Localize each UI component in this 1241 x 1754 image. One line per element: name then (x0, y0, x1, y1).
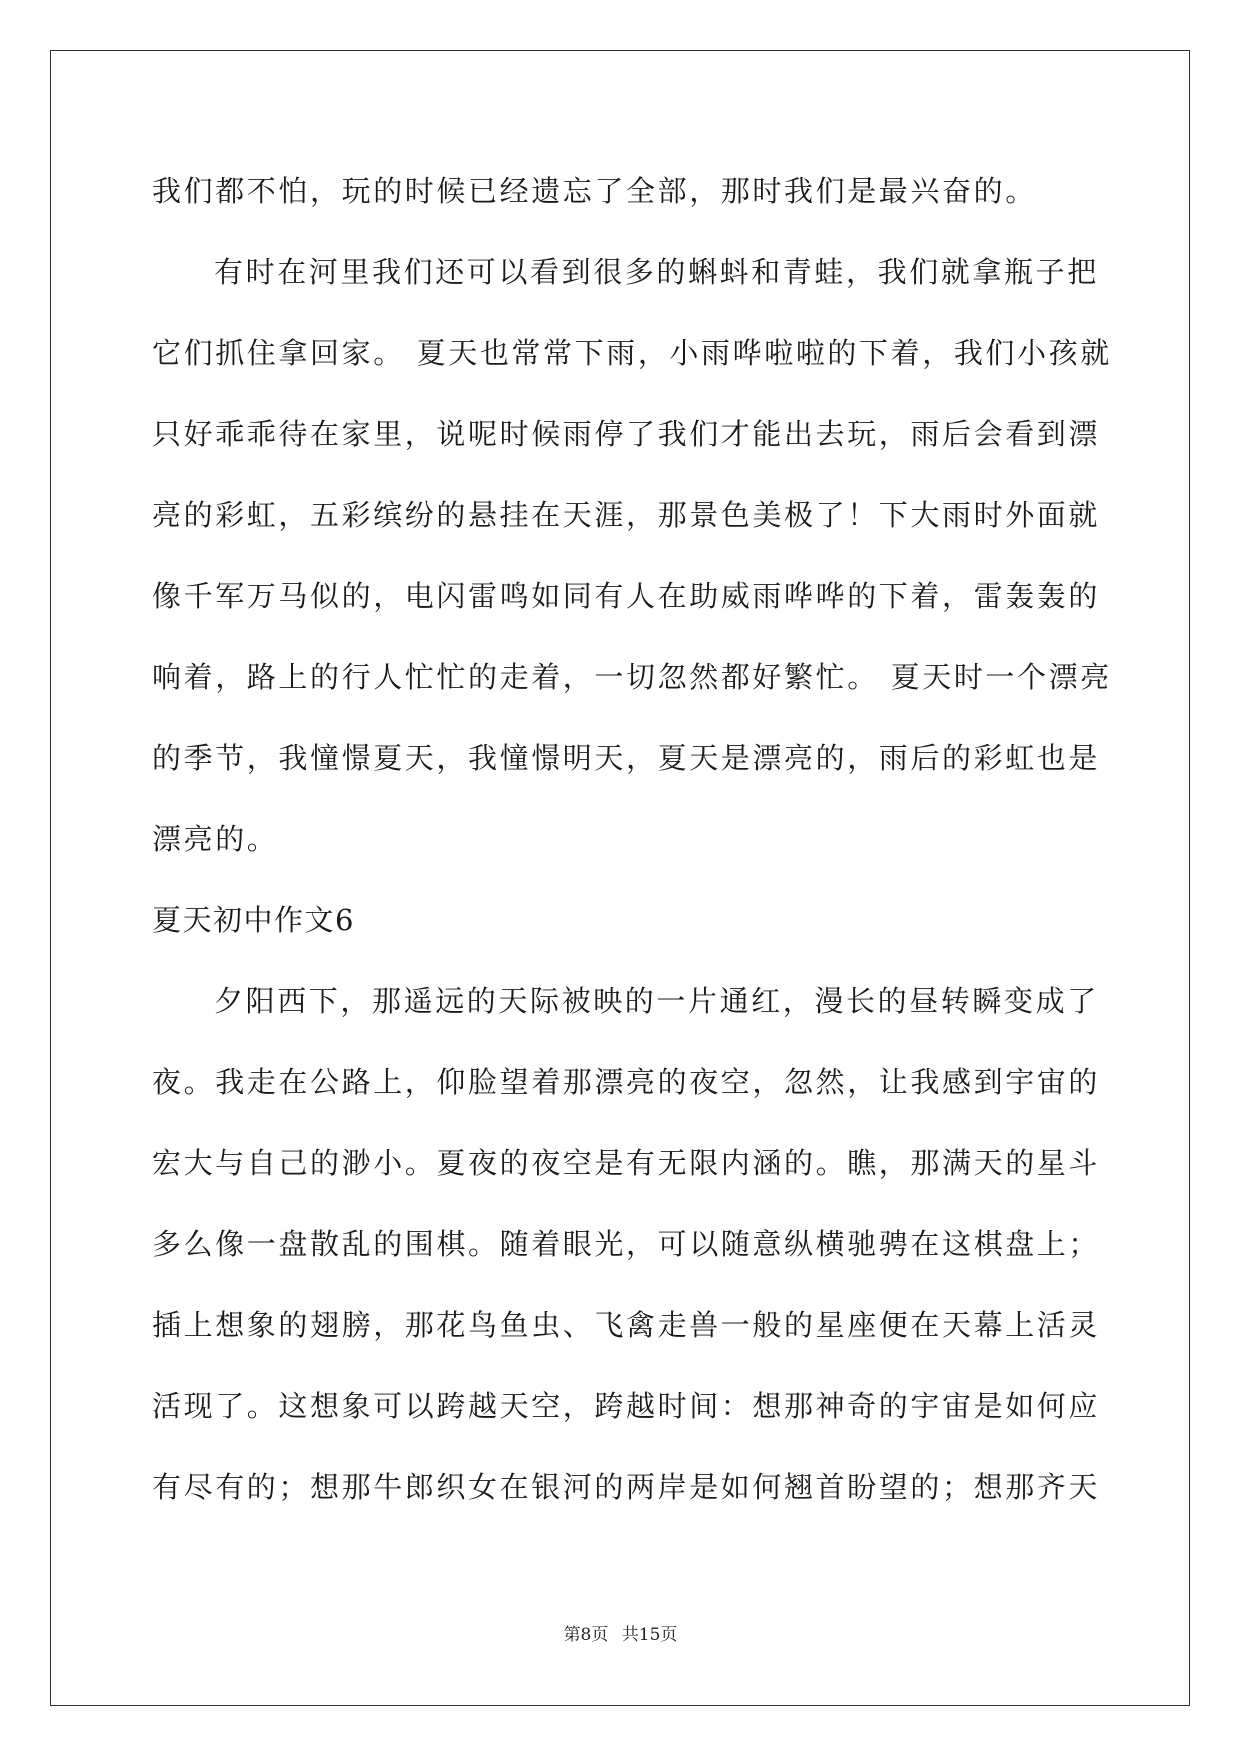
document-body (152, 160, 1112, 1537)
text-line: 活现了。这想象可以跨越天空，跨越时间：想那神奇的宇宙是如何应 (152, 1389, 1101, 1423)
page-total: 共15页 (621, 1625, 678, 1645)
text-line: 插上想象的翅膀，那花鸟鱼虫、飞禽走兽一般的星座便在天幕上活灵 (152, 1308, 1101, 1342)
text-line: 的季节，我憧憬夏天，我憧憬明天，夏天是漂亮的，雨后的彩虹也是 (152, 741, 1101, 775)
page-number: 第8页 (563, 1625, 609, 1645)
text-line: 多么像一盘散乱的围棋。随着眼光，可以随意纵横驰骋在这棋盘上； (152, 1227, 1101, 1261)
text-line: 漂亮的。 (152, 822, 279, 856)
text-line: 我们都不怕，玩的时候已经遗忘了全部，那时我们是最兴奋的。 (152, 174, 1037, 208)
text-line: 有尽有的；想那牛郎织女在银河的两岸是如何翘首盼望的；想那齐天 (152, 1470, 1101, 1504)
text-line: 它们抓住拿回家。 夏天也常常下雨，小雨哗啦啦的下着，我们小孩就 (152, 336, 1112, 370)
paragraph-start-line: 夕阳西下，那遥远的天际被映的一片通红，漫长的昼转瞬变成了 (214, 984, 1099, 1018)
text-line: 响着，路上的行人忙忙的走着，一切忽然都好繁忙。 夏天时一个漂亮 (152, 660, 1112, 694)
text-line: 亮的彩虹，五彩缤纷的悬挂在天涯，那景色美极了！下大雨时外面就 (152, 498, 1101, 532)
text-line: 夜。我走在公路上，仰脸望着那漂亮的夜空，忽然，让我感到宇宙的 (152, 1065, 1101, 1099)
text-line: 只好乖乖待在家里，说呢时候雨停了我们才能出去玩，雨后会看到漂 (152, 417, 1101, 451)
text-line: 像千军万马似的，电闪雷鸣如同有人在助威雨哗哗的下着，雷轰轰的 (152, 579, 1101, 613)
section-heading: 夏天初中作文6 (152, 903, 355, 937)
text-line: 宏大与自己的渺小。夏夜的夜空是有无限内涵的。瞧，那满天的星斗 (152, 1146, 1101, 1180)
page-footer (0, 1620, 1241, 1645)
paragraph-start-line: 有时在河里我们还可以看到很多的蝌蚪和青蛙，我们就拿瓶子把 (214, 255, 1099, 289)
